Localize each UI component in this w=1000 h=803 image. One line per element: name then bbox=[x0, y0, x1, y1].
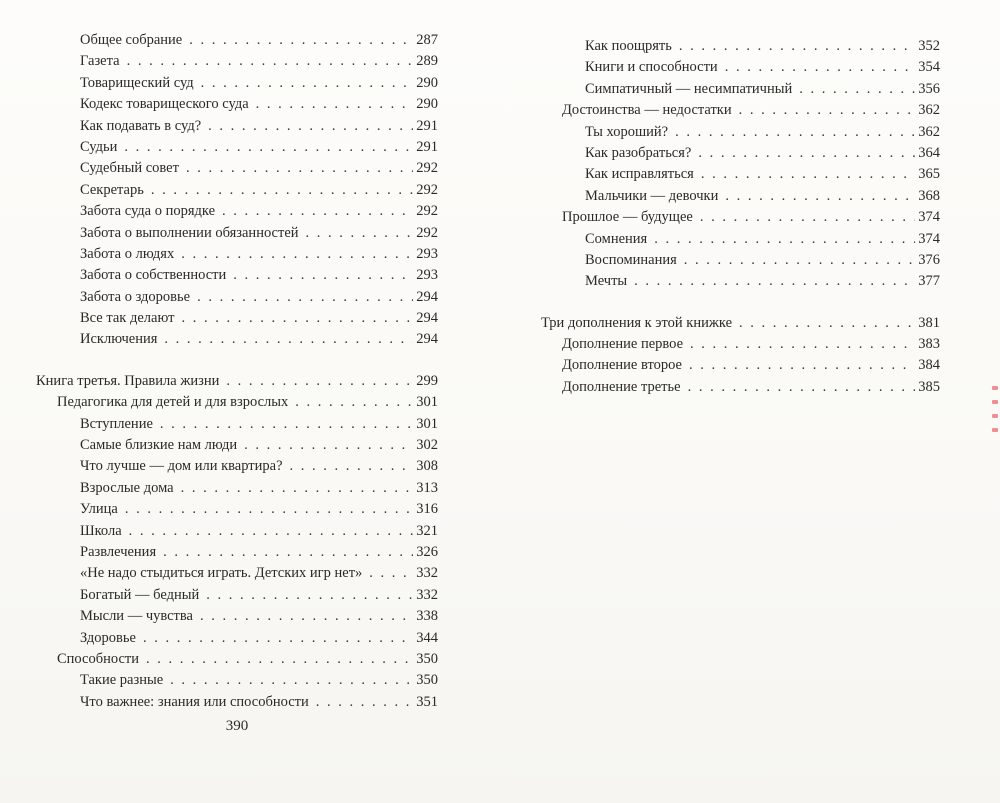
toc-entry-title: Развлечения bbox=[80, 543, 157, 560]
toc-entry-title: Как поощрять bbox=[585, 38, 672, 54]
toc-entry-page-number: 292 bbox=[416, 203, 438, 220]
toc-entry bbox=[541, 100, 940, 121]
toc-entry-page-number: 291 bbox=[416, 138, 438, 155]
toc-entry-title: Три дополнения к этой книжке bbox=[541, 314, 733, 331]
toc-entry-title: «Не надо стыдиться играть. Детских игр нет» bbox=[80, 565, 363, 582]
toc-entry-title: Забота о выполнении обязанностей bbox=[80, 224, 299, 241]
toc-entry-title: Судьи bbox=[80, 138, 118, 155]
toc-entry-page-number: 313 bbox=[416, 479, 438, 496]
toc-entry bbox=[36, 158, 438, 179]
dot-leader bbox=[634, 271, 915, 292]
toc-entry bbox=[36, 329, 438, 350]
toc-entry bbox=[36, 414, 438, 435]
toc-entry-title: Способности bbox=[57, 650, 140, 667]
toc-entry-page-number: 376 bbox=[918, 251, 940, 268]
dot-leader bbox=[186, 158, 413, 179]
toc-entry-page-number: 332 bbox=[416, 586, 438, 603]
page-edge-dash bbox=[992, 386, 998, 390]
toc-entry-page-number: 294 bbox=[416, 331, 438, 348]
toc-entry-title: Как подавать в суд? bbox=[80, 117, 202, 134]
toc-entry bbox=[541, 186, 940, 207]
toc-entry-page-number: 356 bbox=[918, 80, 940, 97]
toc-entry-title: Здоровье bbox=[80, 629, 136, 646]
dot-leader bbox=[189, 30, 413, 51]
toc-entry-page-number: 291 bbox=[416, 117, 438, 134]
toc-entry bbox=[36, 628, 438, 649]
toc-entry-title: Мысли — чувства bbox=[80, 608, 193, 625]
dot-leader bbox=[181, 244, 413, 265]
toc-entry bbox=[36, 30, 438, 51]
page-edge-dash bbox=[992, 428, 998, 432]
toc-entry-title: Взрослые дома bbox=[80, 479, 174, 496]
toc-entry bbox=[541, 36, 940, 57]
toc-entry-page-number: 384 bbox=[918, 357, 940, 374]
dot-leader bbox=[143, 628, 413, 649]
toc-entry-title: Воспоминания bbox=[585, 251, 677, 268]
toc-entry-page-number: 365 bbox=[918, 166, 940, 183]
toc-entry bbox=[541, 355, 940, 376]
dot-leader bbox=[698, 143, 915, 164]
toc-entry-page-number: 383 bbox=[918, 336, 940, 353]
dot-leader bbox=[690, 334, 915, 355]
toc-entry-page-number: 377 bbox=[918, 273, 940, 290]
toc-entry bbox=[36, 201, 438, 222]
toc-entry-title: Дополнение второе bbox=[562, 357, 682, 374]
toc-entry-title: Забота о собственности bbox=[80, 267, 227, 284]
dot-leader bbox=[701, 164, 915, 185]
dot-leader bbox=[679, 36, 915, 57]
toc-entry bbox=[36, 585, 438, 606]
toc-entry bbox=[36, 116, 438, 137]
dot-leader bbox=[725, 57, 916, 78]
dot-leader bbox=[256, 94, 414, 115]
dot-leader bbox=[654, 229, 915, 250]
dot-leader bbox=[151, 180, 413, 201]
dot-leader bbox=[799, 79, 915, 100]
toc-entry-page-number: 294 bbox=[416, 288, 438, 305]
dot-leader bbox=[306, 223, 414, 244]
toc-entry-page-number: 302 bbox=[416, 437, 438, 454]
page-edge-marks bbox=[990, 386, 998, 442]
toc-entry bbox=[541, 79, 940, 100]
toc-entry-page-number: 381 bbox=[918, 314, 940, 331]
dot-leader bbox=[124, 137, 413, 158]
toc-entry-title: Сомнения bbox=[585, 230, 648, 247]
dot-leader bbox=[201, 73, 414, 94]
toc-entry-title: Вступление bbox=[80, 415, 153, 432]
toc-entry bbox=[36, 244, 438, 265]
dot-leader bbox=[206, 585, 413, 606]
toc-entry-page-number: 344 bbox=[416, 629, 438, 646]
toc-entry-page-number: 289 bbox=[416, 53, 438, 70]
toc-entry bbox=[36, 308, 438, 329]
toc-entry-title: Забота о здоровье bbox=[80, 288, 191, 305]
toc-entry-page-number: 316 bbox=[416, 501, 438, 518]
toc-entry bbox=[36, 94, 438, 115]
toc-entry-title: Товарищеский суд bbox=[80, 74, 194, 91]
toc-entry bbox=[541, 57, 940, 78]
toc-entry bbox=[541, 271, 940, 292]
dot-leader bbox=[739, 313, 915, 334]
toc-left-column bbox=[36, 30, 438, 713]
dot-leader bbox=[208, 116, 413, 137]
toc-entry-page-number: 362 bbox=[918, 102, 940, 119]
dot-leader bbox=[739, 100, 916, 121]
toc-entry-title: Секретарь bbox=[80, 181, 144, 198]
toc-entry-title: Школа bbox=[80, 522, 122, 539]
toc-entry-title: Забота о людях bbox=[80, 245, 175, 262]
dot-leader bbox=[226, 371, 413, 392]
dot-leader bbox=[129, 521, 414, 542]
toc-entry bbox=[36, 692, 438, 713]
toc-entry bbox=[36, 563, 438, 584]
dot-leader bbox=[181, 478, 414, 499]
toc-entry bbox=[541, 313, 940, 334]
toc-entry bbox=[36, 73, 438, 94]
dot-leader bbox=[316, 692, 414, 713]
toc-entry-title: Дополнение третье bbox=[562, 378, 681, 395]
toc-entry-page-number: 332 bbox=[416, 565, 438, 582]
toc-entry-title: Забота суда о порядке bbox=[80, 203, 216, 220]
toc-entry-page-number: 326 bbox=[416, 543, 438, 560]
dot-leader bbox=[700, 207, 915, 228]
toc-entry-page-number: 290 bbox=[416, 74, 438, 91]
toc-entry bbox=[36, 435, 438, 456]
toc-entry bbox=[36, 392, 438, 413]
dot-leader bbox=[675, 122, 915, 143]
toc-entry-title: Достоинства — недостатки bbox=[562, 102, 732, 119]
toc-entry-page-number: 301 bbox=[416, 394, 438, 411]
toc-entry-title: Прошлое — будущее bbox=[562, 209, 693, 226]
toc-entry-page-number: 292 bbox=[416, 224, 438, 241]
toc-entry-title: Книга третья. Правила жизни bbox=[36, 372, 220, 389]
toc-entry bbox=[36, 456, 438, 477]
toc-entry-title: Самые близкие нам люди bbox=[80, 437, 238, 454]
dot-leader bbox=[170, 670, 413, 691]
toc-entry-page-number: 362 bbox=[918, 123, 940, 140]
toc-entry-title: Ты хороший? bbox=[585, 123, 669, 140]
toc-entry-title: Педагогика для детей и для взрослых bbox=[57, 394, 289, 411]
toc-entry-title: Богатый — бедный bbox=[80, 586, 200, 603]
dot-leader bbox=[725, 186, 915, 207]
dot-leader bbox=[244, 435, 413, 456]
toc-entry-title: Дополнение первое bbox=[562, 336, 684, 353]
dot-leader bbox=[127, 51, 414, 72]
toc-entry bbox=[36, 51, 438, 72]
toc-entry bbox=[541, 122, 940, 143]
toc-entry bbox=[36, 180, 438, 201]
dot-leader bbox=[233, 265, 413, 286]
toc-entry-page-number: 292 bbox=[416, 181, 438, 198]
toc-entry-page-number: 293 bbox=[416, 245, 438, 262]
toc-entry bbox=[541, 164, 940, 185]
page-edge-dash bbox=[992, 414, 998, 418]
toc-entry-title: Книги и способности bbox=[585, 59, 718, 76]
dot-leader bbox=[689, 355, 915, 376]
toc-entry-title: Судебный совет bbox=[80, 160, 179, 177]
toc-entry-page-number: 301 bbox=[416, 415, 438, 432]
dot-leader bbox=[125, 499, 413, 520]
toc-entry-title: Общее собрание bbox=[80, 32, 183, 48]
toc-entry-page-number: 338 bbox=[416, 608, 438, 625]
toc-entry-page-number: 374 bbox=[918, 230, 940, 247]
toc-entry-page-number: 299 bbox=[416, 372, 438, 389]
dot-leader bbox=[146, 649, 413, 670]
dot-leader bbox=[164, 329, 413, 350]
toc-entry-page-number: 354 bbox=[918, 59, 940, 76]
toc-entry-page-number: 287 bbox=[416, 32, 438, 48]
toc-entry bbox=[36, 606, 438, 627]
toc-entry-title: Газета bbox=[80, 53, 120, 70]
dot-leader bbox=[222, 201, 413, 222]
toc-entry-page-number: 350 bbox=[416, 650, 438, 667]
toc-entry bbox=[36, 265, 438, 286]
dot-leader bbox=[290, 456, 414, 477]
dot-leader bbox=[684, 250, 915, 271]
toc-entry-title: Как исправляться bbox=[585, 166, 694, 183]
toc-entry-page-number: 374 bbox=[918, 209, 940, 226]
toc-entry bbox=[36, 223, 438, 244]
toc-entry bbox=[36, 478, 438, 499]
toc-entry-title: Улица bbox=[80, 501, 118, 518]
toc-entry-page-number: 293 bbox=[416, 267, 438, 284]
toc-entry bbox=[36, 649, 438, 670]
toc-entry-page-number: 294 bbox=[416, 310, 438, 327]
toc-entry-page-number: 292 bbox=[416, 160, 438, 177]
toc-entry bbox=[541, 334, 940, 355]
toc-entry-title: Кодекс товарищеского суда bbox=[80, 96, 249, 113]
toc-entry bbox=[36, 521, 438, 542]
toc-entry-title: Мечты bbox=[585, 273, 628, 290]
toc-entry bbox=[36, 137, 438, 158]
toc-entry-page-number: 352 bbox=[918, 38, 940, 54]
toc-entry-title: Исключения bbox=[80, 331, 158, 348]
dot-leader bbox=[160, 414, 413, 435]
toc-entry bbox=[36, 371, 438, 392]
toc-entry-page-number: 368 bbox=[918, 187, 940, 204]
toc-entry-title: Что важнее: знания или способности bbox=[80, 693, 309, 710]
toc-entry bbox=[541, 143, 940, 164]
toc-entry-page-number: 385 bbox=[918, 378, 940, 395]
dot-leader bbox=[295, 392, 413, 413]
toc-entry-title: Как разобраться? bbox=[585, 144, 692, 161]
dot-leader bbox=[197, 287, 413, 308]
toc-right-column bbox=[541, 36, 940, 398]
toc-entry bbox=[541, 250, 940, 271]
toc-entry-page-number: 321 bbox=[416, 522, 438, 539]
toc-entry bbox=[36, 670, 438, 691]
dot-leader bbox=[200, 606, 413, 627]
toc-entry-title: Такие разные bbox=[80, 672, 164, 689]
toc-entry bbox=[36, 499, 438, 520]
toc-entry-page-number: 364 bbox=[918, 144, 940, 161]
toc-entry-title: Мальчики — девочки bbox=[585, 187, 719, 204]
toc-entry-page-number: 350 bbox=[416, 672, 438, 689]
dot-leader bbox=[688, 377, 916, 398]
dot-leader bbox=[181, 308, 413, 329]
toc-entry-title: Симпатичный — несимпатичный bbox=[585, 80, 793, 97]
toc-entry bbox=[36, 542, 438, 563]
toc-entry-page-number: 351 bbox=[416, 693, 438, 710]
page-number-folio: 390 bbox=[225, 718, 249, 734]
page-edge-dash bbox=[992, 400, 998, 404]
dot-leader bbox=[369, 563, 413, 584]
toc-entry bbox=[36, 287, 438, 308]
toc-entry bbox=[541, 207, 940, 228]
toc-entry-page-number: 308 bbox=[416, 458, 438, 475]
toc-entry-title: Что лучше — дом или квартира? bbox=[80, 458, 283, 475]
toc-entry bbox=[541, 229, 940, 250]
toc-entry-page-number: 290 bbox=[416, 96, 438, 113]
toc-entry bbox=[541, 377, 940, 398]
dot-leader bbox=[163, 542, 413, 563]
toc-entry-title: Все так делают bbox=[80, 310, 175, 327]
